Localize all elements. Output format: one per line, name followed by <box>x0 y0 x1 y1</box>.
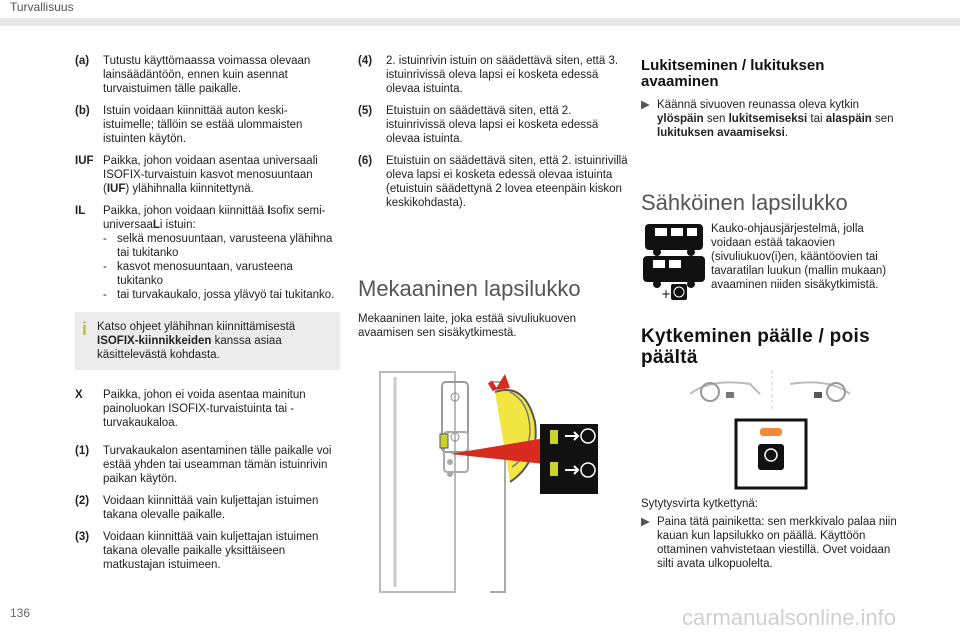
dash-item: - tai turvakaukalo, jossa ylävyö tai tukitanko. <box>103 289 335 301</box>
item-label: (2) <box>75 495 90 507</box>
column-3 <box>641 58 901 140</box>
item-label: (a) <box>75 55 90 67</box>
dashboard-illustration <box>690 370 860 490</box>
bullet-arrow-icon: ▶︎ <box>641 516 650 528</box>
item-text: Turvakaukalon asentaminen tälle paikalle voi estää yhden tai useamman tämän istuinrivin paikan käytön. <box>103 445 332 485</box>
van-icon <box>641 222 707 302</box>
item-label: (5) <box>358 105 373 117</box>
item-text: Paikka, johon voidaan kiinnittää Isofix semi-universaaLi istuin: - selkä menosuuntaan, varusteena ylähihna tai tukitanko - kasvot menosuuntaan, varusteena tukitanko - tai turvakaukalo, jossa ylävyö tai tukitanko. <box>103 204 340 302</box>
page-header <box>0 0 960 28</box>
list-item <box>75 54 340 96</box>
item-label: (b) <box>75 105 90 117</box>
item-text: Paikka, johon ei voida asentaa mainitun painoluokan ISOFIX-turvaistuinta tai -turvakaukaloa. <box>103 389 306 429</box>
list-item <box>75 154 340 196</box>
info-box: i Katso ohjeet ylähihnan kiinnittämisestä ISOFIX-kiinnikkeiden kanssa asiaa käsittelevästä kohdasta. <box>75 312 340 370</box>
watermark: carmanualsonline.info <box>682 605 897 630</box>
item-label: IL <box>75 205 86 217</box>
note-item <box>358 104 628 146</box>
info-icon: i <box>82 319 88 339</box>
list-item <box>75 388 340 430</box>
svg-text:+: + <box>661 287 672 301</box>
item-text: Paikka, johon voidaan asentaa universaali ISOFIX-turvaistuin kasvot menosuuntaan (IUF) ylähihnalla kiinnitettynä. <box>103 155 318 195</box>
item-text: Istuin voidaan kiinnittää auton keski- istuimelle; tällöin se estää ulommaisten istuinten käytön. <box>103 105 303 145</box>
list-item-il <box>75 204 340 302</box>
page-number: 136 <box>10 606 31 620</box>
door-lock-illustration <box>360 362 630 602</box>
item-label: X <box>75 389 83 401</box>
electric-lock-title: Sähköinen lapsilukko <box>641 190 848 215</box>
item-text: Voidaan kiinnittää vain kuljettajan istuimen takana olevalle paikalle. <box>103 495 319 521</box>
bullet-arrow-icon: ▶︎ <box>641 99 650 111</box>
dash-item: - kasvot menosuuntaan, varusteena tukitanko <box>103 261 293 287</box>
column-2 <box>358 54 628 340</box>
item-text: Voidaan kiinnittää vain kuljettajan istuimen takana olevalle paikalle yksittäiseen matkustajan istuimeen. <box>103 531 319 571</box>
lock-instruction: ▶︎ Käännä sivuoven reunassa oleva kytkin ylöspäin sen lukitsemiseksi tai alaspäin sen lukituksen avaamiseksi. <box>641 99 894 139</box>
section-title: Turvallisuus <box>10 0 74 14</box>
note-item <box>358 54 628 96</box>
item-label: (4) <box>358 55 373 67</box>
note-item <box>75 494 340 522</box>
item-text: Etuistuin on säädettävä siten, että 2. istuinrivillä oleva lapsi ei kosketa edessä olevaa istuinta (etuistuin säädettynä 2 lovea eteenpäin kiskon keskikohdasta). <box>386 155 628 209</box>
lock-title: Lukitseminen / lukituksen avaaminen <box>641 57 825 90</box>
item-label: (6) <box>358 155 373 167</box>
list-item <box>75 104 340 146</box>
dash-item: - selkä menosuuntaan, varusteena ylähihna tai tukitanko <box>103 233 333 259</box>
item-label: IUF <box>75 155 94 167</box>
item-text: Tutustu käyttömaassa voimassa olevaan lainsäädäntöön, ennen kuin asennat turvaistuimen tälle paikalle. <box>103 55 311 95</box>
item-label: (3) <box>75 531 90 543</box>
note-item <box>358 154 628 210</box>
onoff-title: Kytkeminen päälle / pois päältä <box>641 326 870 368</box>
mechanical-lock-text: Mekaaninen laite, joka estää sivuliukuoven avaamisen sen sisäkytkimestä. <box>358 313 576 339</box>
item-text: 2. istuinrivin istuin on säädettävä siten, että 3. istuinrivissä oleva lapsi ei kosketa edessä olevaa istuinta. <box>386 55 619 95</box>
header-bar <box>0 18 960 26</box>
item-label: (1) <box>75 445 90 457</box>
mechanical-lock-title: Mekaaninen lapsilukko <box>358 276 581 301</box>
ignition-text: Sytytysvirta kytkettynä: <box>641 498 758 510</box>
electric-lock-text: Kauko-ohjausjärjestelmä, jolla voidaan estää takaovien (sivuliukuov(i)en, kääntöovien tai tavaratilan luukun (mallin mukaan) avaaminen niiden sisäkytkimistä. <box>711 223 887 291</box>
press-instruction: ▶︎ Paina tätä painiketta: sen merkkivalo palaa niin kauan kun lapsilukko on päällä. Käyttöön ottaminen vahvistetaan viestillä. Ovet voidaan silti avata ulkopuolelta. <box>641 516 897 570</box>
item-text: Etuistuin on säädettävä siten, että 2. istuinrivissä oleva lapsi ei kosketa edessä olevaa istuinta. <box>386 105 599 145</box>
note-item <box>75 444 340 486</box>
column-1 <box>75 54 340 580</box>
note-item <box>75 530 340 572</box>
